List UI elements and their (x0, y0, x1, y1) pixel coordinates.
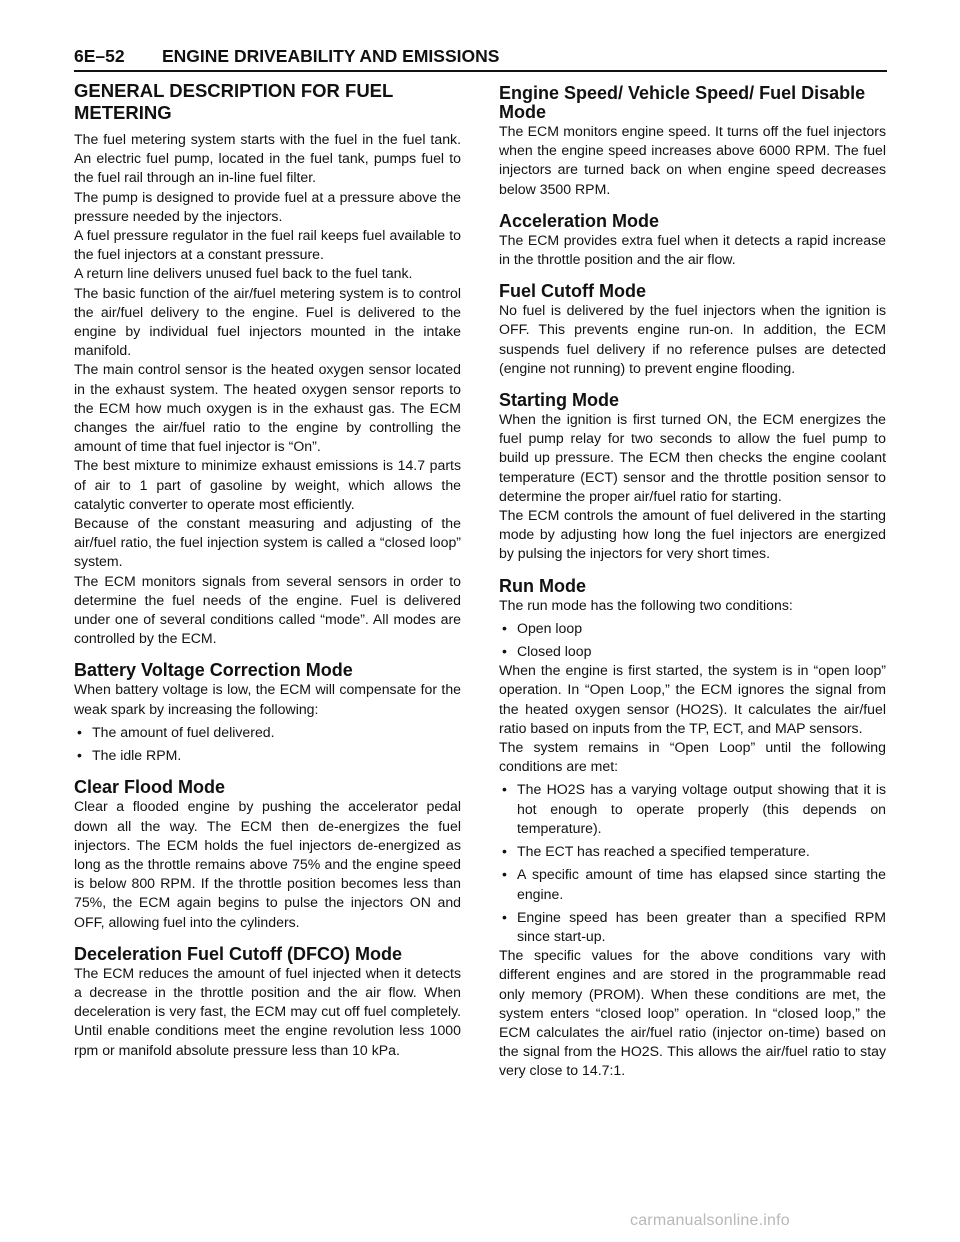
closed-loop-conditions (499, 780, 886, 946)
battery-mode-heading: Battery Voltage Correction Mode (74, 660, 353, 681)
speed-mode-heading: Engine Speed/ Vehicle Speed/ Fuel Disable Mode (499, 83, 866, 122)
battery-mode-list (74, 723, 461, 765)
list-item: • A specific amount of time has elapsed since starting the engine. (502, 866, 886, 902)
bullet-glyph: • (502, 908, 507, 925)
run-mode-text: The system remains in “Open Loop” until the following conditions are met: (499, 739, 886, 775)
clear-flood-heading: Clear Flood Mode (74, 777, 226, 798)
dfco-heading: Deceleration Fuel Cutoff (DFCO) Mode (74, 943, 402, 964)
intro-paragraph: The ECM monitors signals from several sensors in order to determine the fuel needs of the engine. Fuel is delivered under one of several conditions called “mode”. All modes are controlled by the ECM. (74, 572, 461, 647)
intro-paragraph: Because of the constant measuring and adjusting of the air/fuel ratio, the fuel injection system is called a “closed loop” system. (74, 515, 461, 570)
run-mode-intro: The run mode has the following two conditions: (499, 596, 793, 613)
list-item: • The amount of fuel delivered. (74, 723, 461, 742)
bullet-glyph: • (502, 781, 507, 798)
bullet-glyph: • (77, 723, 82, 740)
starting-mode-heading: Starting Mode (499, 390, 619, 411)
acceleration-text: The ECM provides extra fuel when it detects a rapid increase in the throttle position and the air flow. (499, 231, 886, 268)
bullet-glyph: • (502, 643, 507, 660)
fuel-cutoff-heading: Fuel Cutoff Mode (499, 281, 646, 302)
page-number: 6E–52 (74, 46, 125, 66)
intro-paragraph: The best mixture to minimize exhaust emissions is 14.7 parts of air to 1 part of gasoline by weight, which allows the catalytic converter to operate most efficiently. (74, 457, 461, 512)
list-item: • The ECT has reached a specified temperature. (499, 842, 886, 861)
dfco-text: The ECM reduces the amount of fuel injected when it detects a decrease in the throttle position and the air flow. When deceleration is very fast, the ECM may cut off fuel completely. Until enable conditions meet the engine revolution less 1000 rpm or manifold absolute pressure less than 10 kPa. (74, 964, 461, 1058)
run-mode-conditions (499, 619, 886, 661)
list-item: • Open loop (499, 619, 886, 638)
right-column (499, 80, 886, 1081)
bullet-glyph: • (502, 866, 507, 883)
run-mode-heading: Run Mode (499, 575, 586, 596)
intro-paragraph: The fuel metering system starts with the fuel in the fuel tank. An electric fuel pump, located in the fuel tank, pumps fuel to the fuel rail through an in-line fuel filter. (74, 131, 461, 186)
list-item: • Closed loop (499, 642, 886, 661)
battery-mode-text: When battery voltage is low, the ECM will compensate for the weak spark by increasing the following: (74, 681, 461, 717)
speed-mode-text: The ECM monitors engine speed. It turns off the fuel injectors when the engine speed increases above 6000 RPM. The fuel injectors are turned back on when engine speed decreases below 3500 RPM. (499, 123, 886, 197)
clear-flood-text: Clear a flooded engine by pushing the accelerator pedal down all the way. The ECM then de-energizes the fuel injectors. The ECM holds the fuel injectors de-energized as long as the throttle remains above 75% and the engine speed is below 800 RPM. If the throttle position becomes less than 75%, the ECM again begins to pulse the injectors ON and OFF, allowing fuel into the cylinders. (74, 798, 461, 930)
bullet-glyph: • (502, 843, 507, 860)
bullet-glyph: • (502, 619, 507, 636)
intro-paragraph: A return line delivers unused fuel back to the fuel tank. (74, 265, 413, 282)
run-mode-text: When the engine is first started, the system is in “open loop” operation. In “Open Loop,” the ECM ignores the signal from the heated oxygen sensor (HO2S). It calculates the air/fuel ratio based on inputs from the TP, ECT, and MAP sensors. (499, 662, 886, 736)
intro-paragraph: The pump is designed to provide fuel at a pressure above the pressure needed by the injectors. (74, 188, 461, 224)
watermark-url: carmanualsonline.info (630, 1212, 790, 1229)
list-item: • The idle RPM. (74, 746, 461, 765)
starting-mode-text: When the ignition is first turned ON, the ECM energizes the fuel pump relay for two seconds to allow the fuel pump to build up pressure. The ECM then checks the engine coolant temperature (ECT) sensor and the throttle position sensor to determine the proper air/fuel ratio for starting. (499, 411, 886, 504)
acceleration-heading: Acceleration Mode (499, 210, 660, 231)
intro-paragraph: The basic function of the air/fuel metering system is to control the air/fuel delivery to the engine. Fuel is delivered to the engine by individual fuel injectors mounted in the intake manifold. (74, 284, 461, 359)
page-header (74, 44, 887, 72)
section-title: GENERAL DESCRIPTION FOR FUEL METERING (74, 80, 393, 123)
fuel-cutoff-text: No fuel is delivered by the fuel injectors when the ignition is OFF. This prevents engine run-on. In addition, the ECM suspends fuel delivery if no reference pulses are detected (engine not running) to prevent engine flooding. (499, 302, 886, 376)
page-header-title: ENGINE DRIVEABILITY AND EMISSIONS (162, 46, 500, 66)
intro-paragraph: A fuel pressure regulator in the fuel rail keeps fuel available to the fuel injectors at a constant pressure. (74, 227, 461, 263)
intro-paragraph: The main control sensor is the heated oxygen sensor located in the exhaust system. The heated oxygen sensor reports to the ECM how much oxygen is in the exhaust gas. The ECM changes the air/fuel ratio to the engine by controlling the amount of time that fuel injector is “On”. (74, 361, 461, 455)
list-item: • The HO2S has a varying voltage output showing that it is hot enough to operate properly (this depends on temperature). (502, 781, 886, 836)
list-item: • Engine speed has been greater than a specified RPM since start-up. (502, 908, 886, 944)
bullet-glyph: • (77, 747, 82, 764)
starting-mode-text: The ECM controls the amount of fuel delivered in the starting mode by adjusting how long the fuel injectors are energized by pulsing the injectors for very short times. (499, 507, 886, 562)
left-column (74, 80, 461, 1060)
run-mode-text: The specific values for the above conditions vary with different engines and are stored in the programmable read only memory (PROM). When these conditions are met, the system enters “closed loop” operation. In “closed loop,” the ECM calculates the air/fuel ratio (injector on-time) based on the signal from the HO2S. This allows the air/fuel ratio to stay very close to 14.7:1. (499, 947, 886, 1079)
